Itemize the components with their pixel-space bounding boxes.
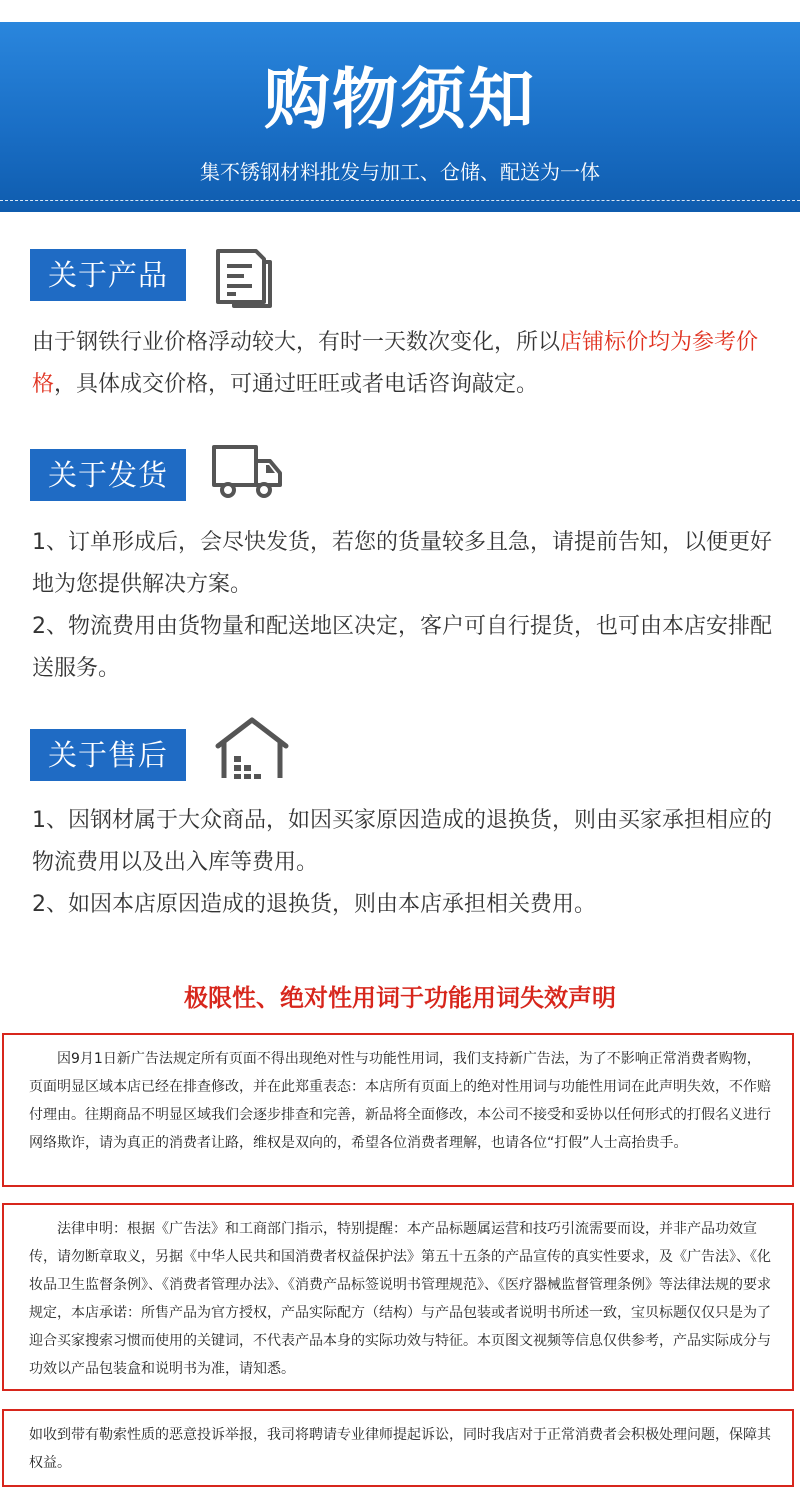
page-title: 购物须知 (264, 61, 536, 138)
section-tag-product: 关于产品 (30, 249, 186, 301)
aftersale-paragraph-1: 1、因钢材属于大众商品，如因买家原因造成的退换货，则由买家承担相应的物流费用以及出入库等费用。 (32, 808, 772, 875)
aftersale-paragraph-2: 2、如因本店原因造成的退换货，则由本店承担相关费用。 (32, 892, 596, 917)
truck-icon (210, 443, 284, 501)
section-tag-shipping: 关于发货 (30, 449, 186, 501)
product-text: 由于钢铁行业价格浮动较大，有时一天数次变化，所以 (32, 330, 561, 355)
shipping-paragraph-1: 1、订单形成后，会尽快发货，若您的货量较多且急，请提前告知，以便更好地为您提供解决方案。 (32, 530, 772, 597)
shipping-paragraph-2: 2、物流费用由货物量和配送地区决定，客户可自行提货，也可由本店安排配送服务。 (32, 614, 772, 681)
legal-statement: 法律申明：根据《广告法》和工商部门指示，特别提醒：本产品标题属运营和技巧引流需要而设，并非产品功效宣传，请勿断章取义，另据《中华人民共和国消费者权益保护法》第五十五条的产品宣传的真实性要求，及《广告法》、《化妆品卫生监督条例》、《消费者管理办法》、《消费产品标签说明书管理规范》、《医疗器械监督管理条例》等法律法规的要求规定，本店承诺：所售产品为官方授权，产品实际配方（结构）与产品包装或者说明书所述一致，宝贝标题仅仅只是为了迎合买家搜索习惯而使用的关键词，不代表产品本身的实际功效与特征。本页图文视频等信息仅供参考，产品实际成分与功效以产品包装盒和说明书为准，请知悉。 (29, 1221, 771, 1377)
disclaimer-title: 极限性、绝对性用词于功能用词失效声明 (184, 984, 616, 1012)
extortion-statement: 如收到带有勒索性质的恶意投诉举报，我司将聘请专业律师提起诉讼，同时我店对于正常消费者会积极处理问题，保障其权益。 (29, 1427, 771, 1471)
ad-law-statement: 因9月1日新广告法规定所有页面不得出现绝对性与功能性用词，我们支持新广告法，为了不影响正常消费者购物，页面明显区域本店已经在排查修改，并在此郑重表态：本店所有页面上的绝对性用词与功能性用词在此声明失效，不作赔付理由。往期商品不明显区域我们会逐步排查和完善，新品将全面修改，本公司不接受和妥协以任何形式的打假名义进行网络欺诈，请为真正的消费者让路，维权是双向的，希望各位消费者理解，也请各位“打假”人士高抬贵手。 (29, 1051, 771, 1151)
section-tag-aftersale: 关于售后 (30, 729, 186, 781)
warehouse-icon (214, 716, 290, 780)
page-subtitle: 集不锈钢材料批发与加工、仓储、配送为一体 (200, 160, 600, 184)
disclaimer-box-extortion (2, 1409, 794, 1487)
disclaimer-box-ad-law (2, 1033, 794, 1187)
price-notice-highlight: 店铺标价均为参考价格 (32, 330, 759, 397)
header-divider (0, 200, 800, 201)
product-text-tail: ，具体成交价格，可通过旺旺或者电话咨询敲定。 (54, 372, 539, 397)
product-paragraph (32, 322, 784, 406)
disclaimer-box-legal (2, 1203, 794, 1391)
document-icon (210, 248, 276, 310)
header-banner (0, 22, 800, 212)
